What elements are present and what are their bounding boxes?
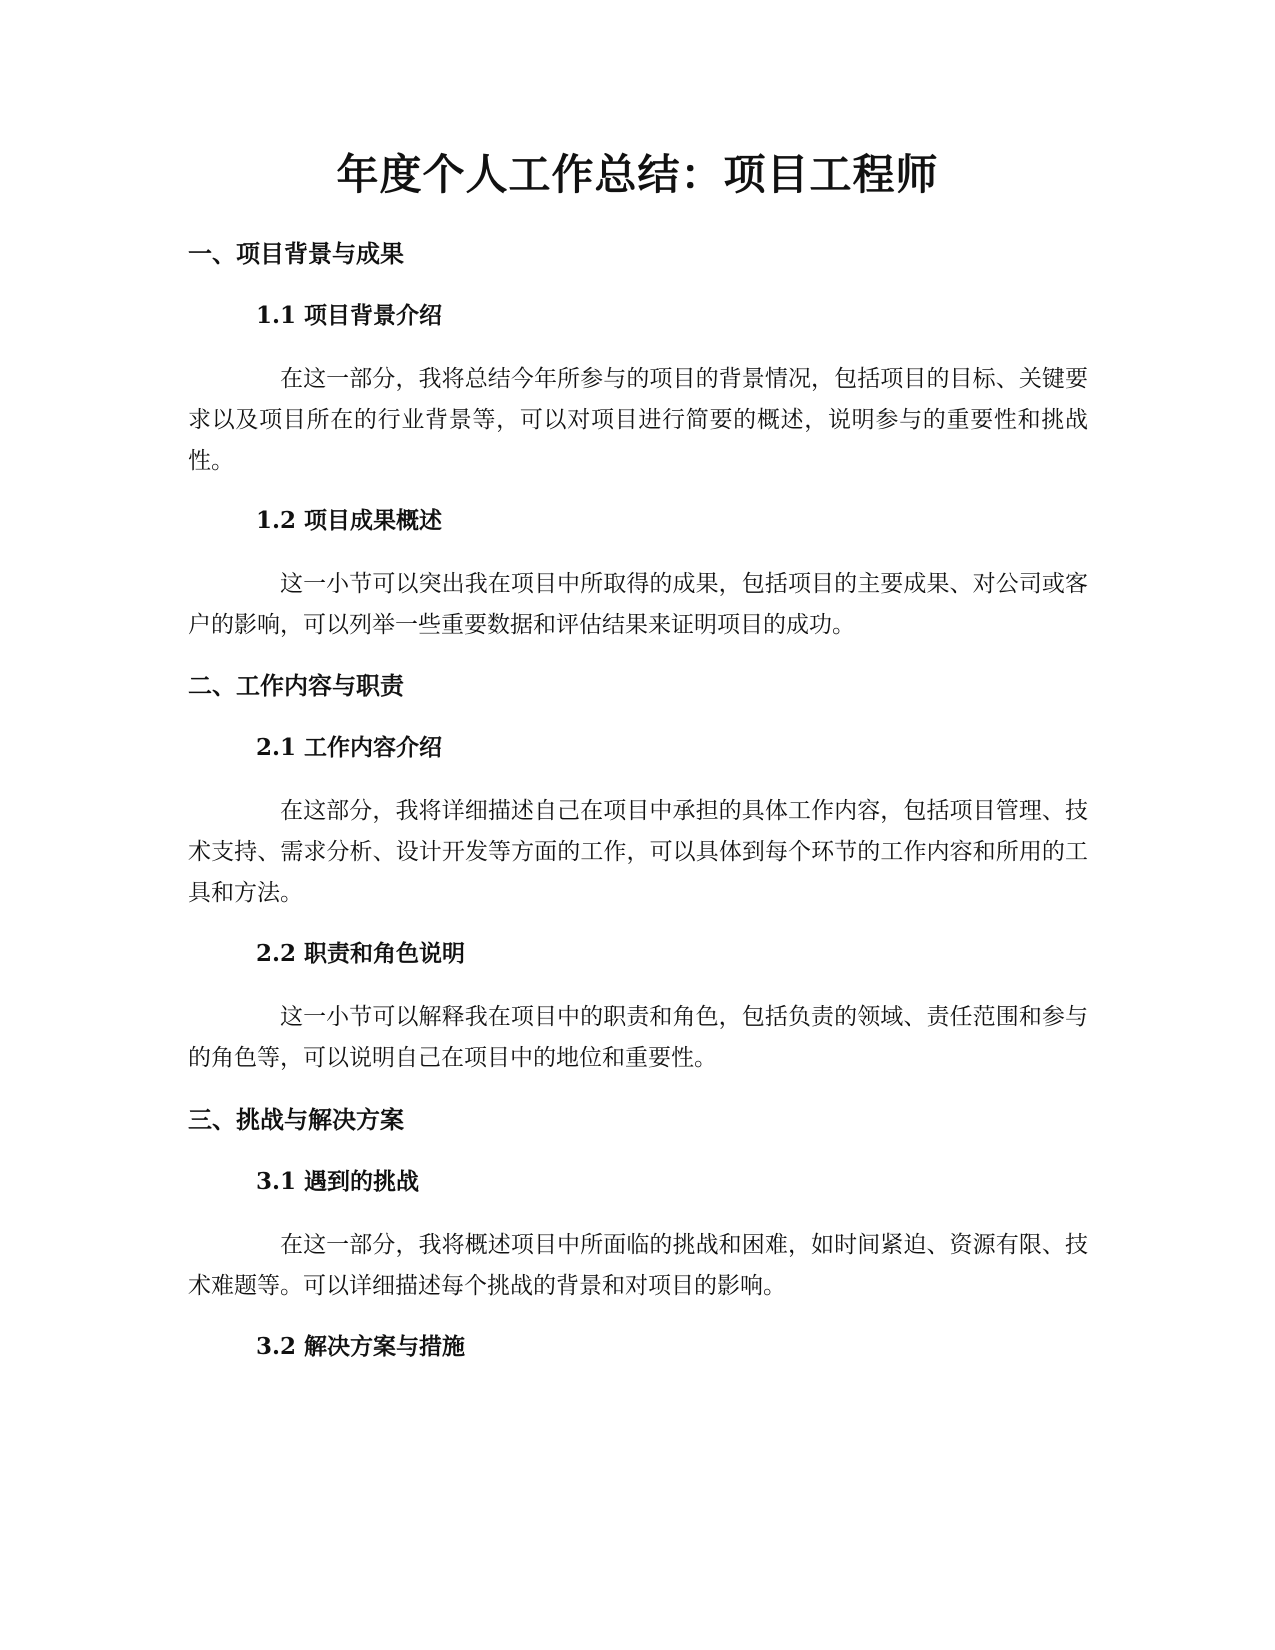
paragraph-2-1: 在这部分，我将详细描述自己在项目中承担的具体工作内容，包括项目管理、技术支持、需求分析、设计开发等方面的工作，可以具体到每个环节的工作内容和所用的工具和方法。 <box>188 798 1088 906</box>
subsection-heading-1-2: 1.2 项目成果概述 <box>256 507 443 534</box>
subsection-heading-3-1: 3.1 遇到的挑战 <box>256 1168 420 1195</box>
subsection-heading-2-2: 2.2 职责和角色说明 <box>256 940 466 967</box>
subsection-heading-3-2: 3.2 解决方案与措施 <box>256 1333 466 1360</box>
document-title: 年度个人工作总结：项目工程师 <box>336 150 939 199</box>
paragraph-1-1: 在这一部分，我将总结今年所参与的项目的背景情况，包括项目的目标、关键要求以及项目所在的行业背景等，可以对项目进行简要的概述，说明参与的重要性和挑战性。 <box>188 366 1088 474</box>
paragraph-3-1: 在这一部分，我将概述项目中所面临的挑战和困难，如时间紧迫、资源有限、技术难题等。可以详细描述每个挑战的背景和对项目的影响。 <box>188 1232 1088 1299</box>
section-heading-3: 三、挑战与解决方案 <box>188 1106 404 1134</box>
section-heading-1: 一、项目背景与成果 <box>188 240 404 268</box>
subsection-heading-1-1: 1.1 项目背景介绍 <box>256 302 443 329</box>
paragraph-1-2: 这一小节可以突出我在项目中所取得的成果，包括项目的主要成果、对公司或客户的影响，可以列举一些重要数据和评估结果来证明项目的成功。 <box>188 571 1088 638</box>
subsection-heading-2-1: 2.1 工作内容介绍 <box>256 734 443 761</box>
paragraph-2-2: 这一小节可以解释我在项目中的职责和角色，包括负责的领域、责任范围和参与的角色等，可以说明自己在项目中的地位和重要性。 <box>188 1004 1088 1071</box>
section-heading-2: 二、工作内容与职责 <box>188 672 404 700</box>
